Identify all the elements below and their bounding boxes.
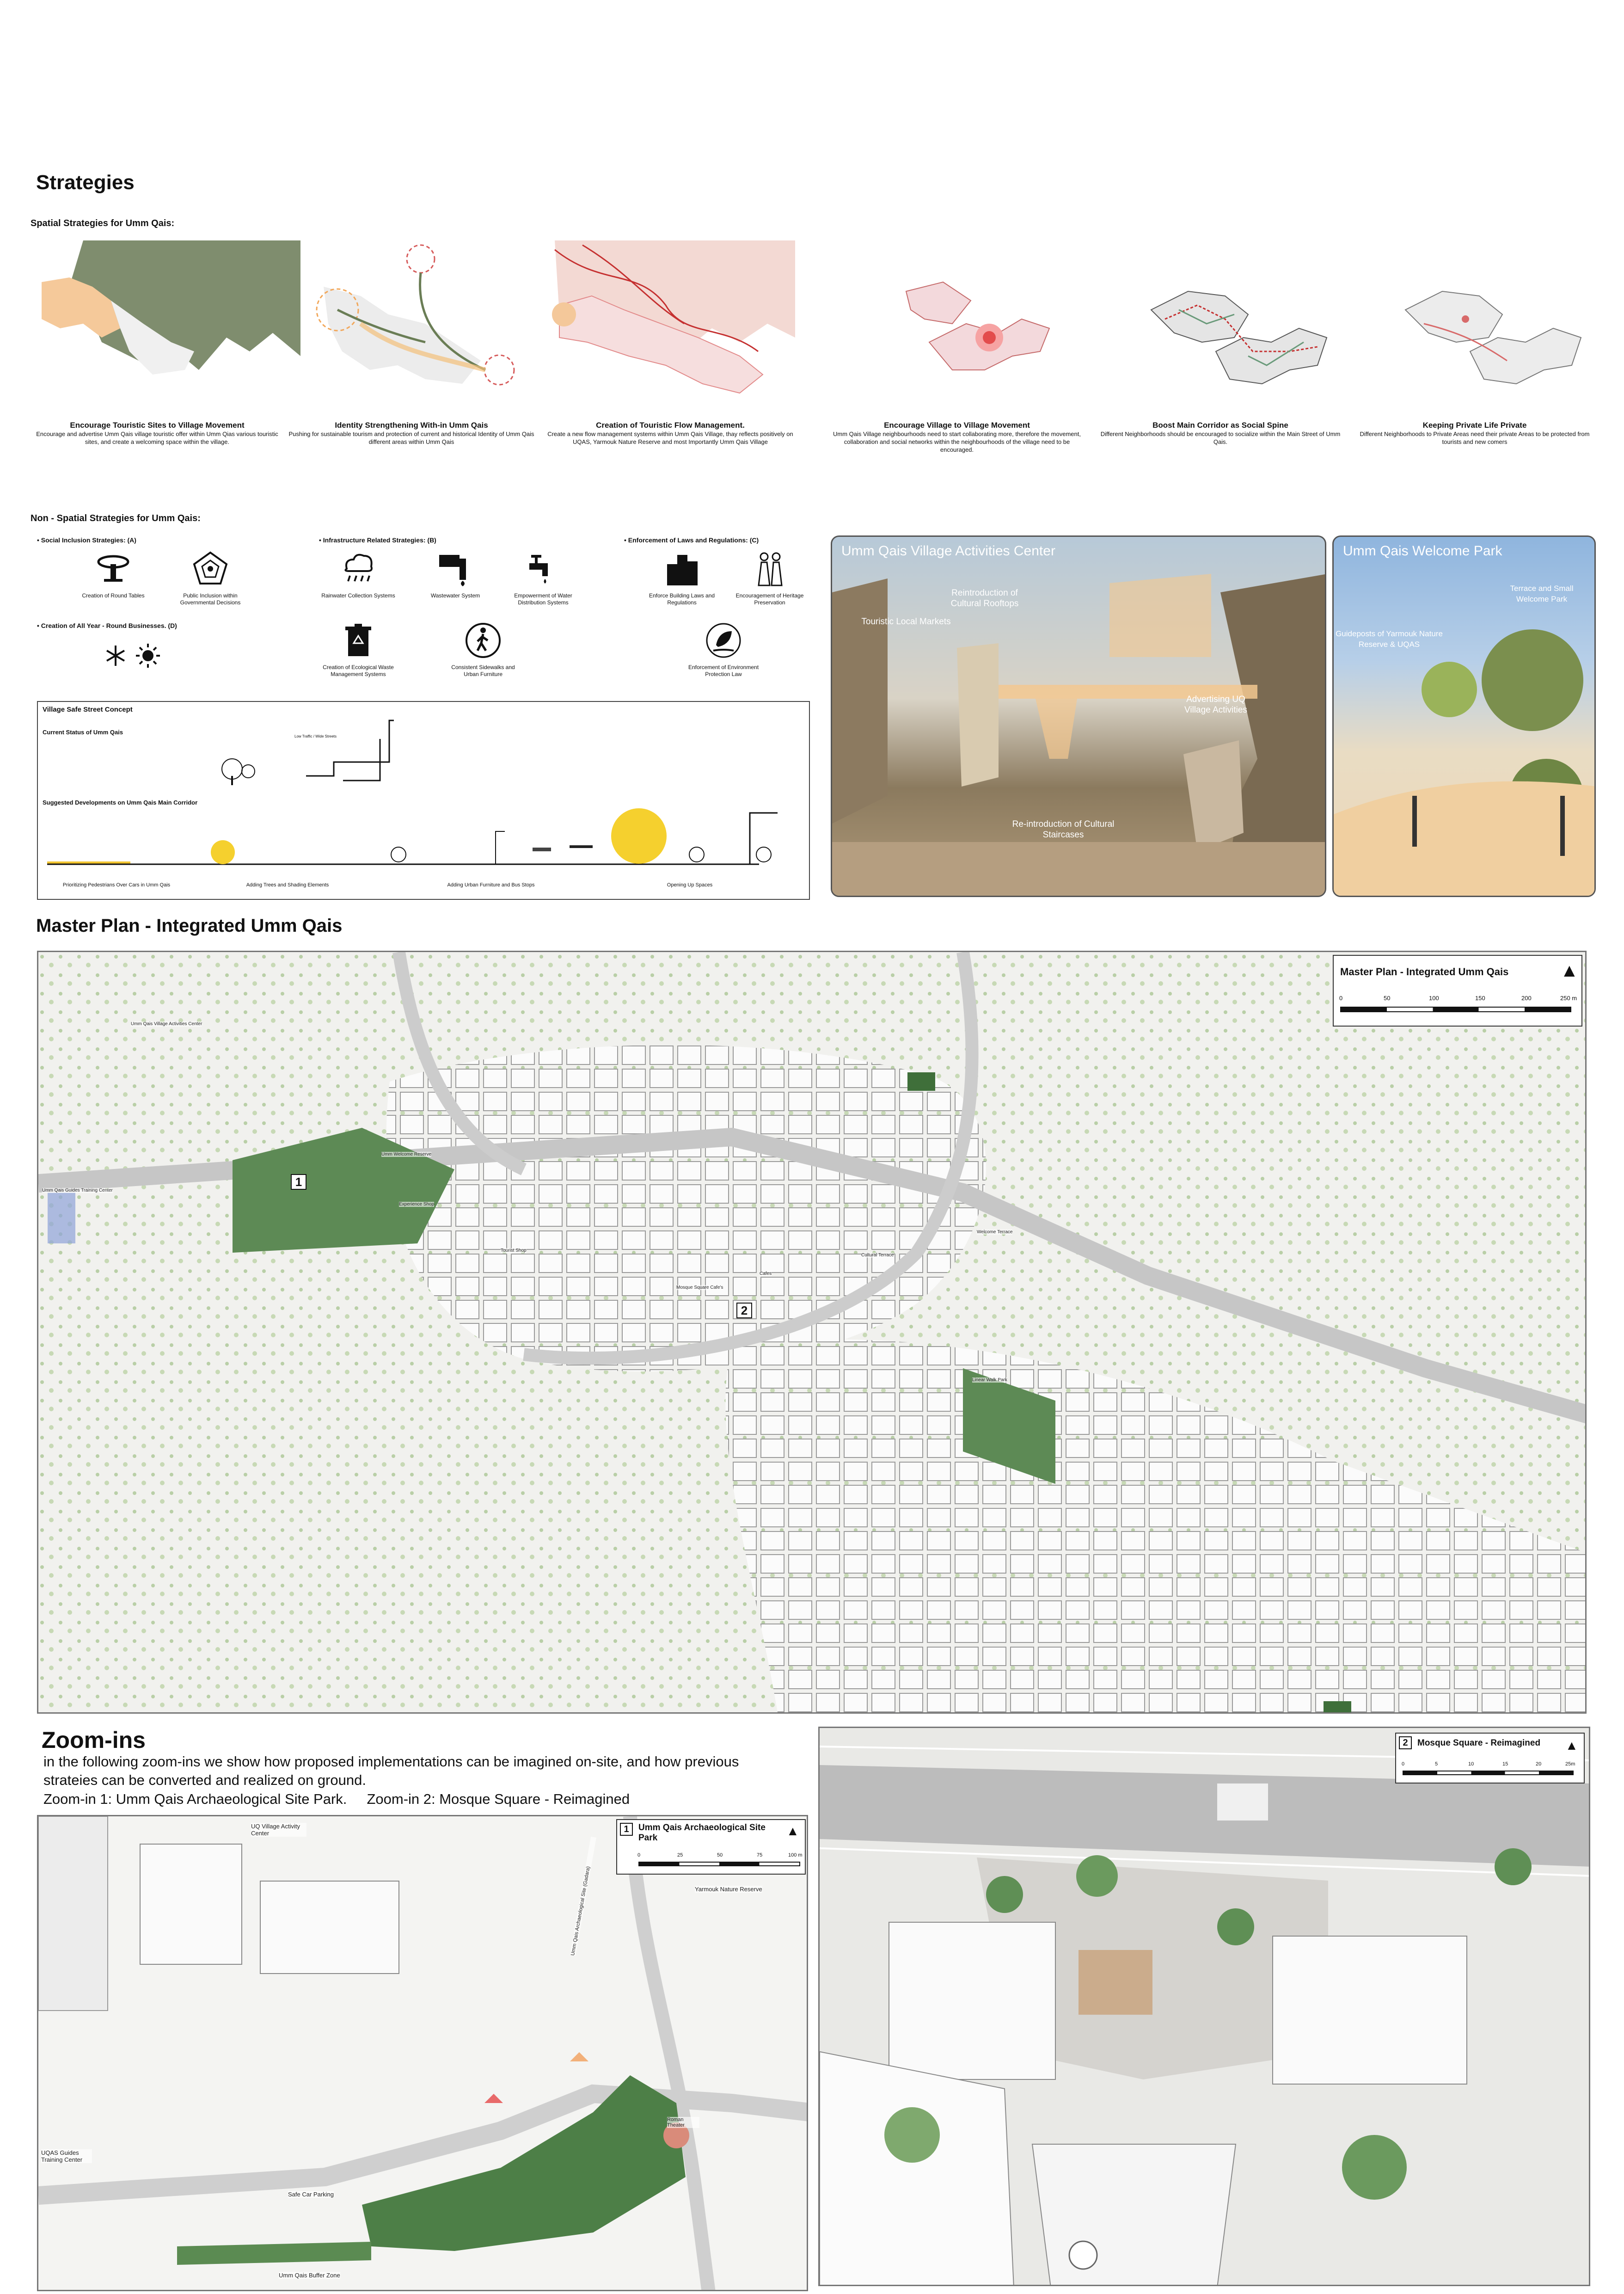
- map-label: Yarmouk Nature Reserve: [695, 1886, 762, 1893]
- rain-cloud-icon: [340, 550, 377, 587]
- pedestrian-icon: [465, 622, 502, 659]
- icon-label: Encouragement of Heritage Preservation: [735, 592, 804, 606]
- snowflake-icon: [102, 642, 166, 670]
- strategy-desc: Create a new flow management systems within Umm Qais Village, thay reflects positively on UQAS, Yarmouk Nature Reserve and most Importantly Umm Qais Village: [547, 431, 793, 445]
- scale-bar: [638, 1862, 800, 1866]
- scale-tick: 10: [1468, 1761, 1474, 1767]
- scale-tick: 25: [677, 1852, 683, 1858]
- street-step-2: Adding Trees and Shading Elements: [246, 882, 329, 888]
- master-plan-legend: [1333, 955, 1582, 1027]
- strategy-desc: Different Neighborhoods should be encouraged to socialize within the Main Street of Umm Qais.: [1100, 431, 1341, 445]
- north-arrow-icon: ▲: [1560, 960, 1579, 981]
- round-table-icon: [95, 550, 132, 587]
- street-current: Current Status of Umm Qais: [43, 729, 123, 736]
- strategy-diagram: [32, 231, 305, 421]
- strategy-diagram: [1350, 231, 1599, 421]
- strategy-title: Creation of Touristic Flow Management.: [596, 421, 745, 430]
- icon-label: Creation of Round Tables: [82, 592, 145, 599]
- map-label: Experience Shop: [399, 1202, 435, 1207]
- icon-rainwater: [319, 550, 398, 599]
- spatial-strategy-3: [545, 231, 795, 472]
- icon-label: Consistent Sidewalks and Urban Furniture: [451, 664, 515, 677]
- strategy-desc: Encourage and advertise Umm Qais village touristic offer within Umm Qias various touristic sites, and create a welcoming space within the village.: [36, 431, 278, 445]
- map-label: Umm Welcome Reserve: [381, 1152, 432, 1157]
- zoom-in-1-title: Umm Qais Archaeological Site Park: [638, 1823, 766, 1843]
- zoomins-list: Zoom-in 1: Umm Qais Archaeological Site Park. Zoom-in 2: Mosque Square - Reimagined: [43, 1791, 630, 1807]
- icon-public-inclusion: [171, 550, 250, 606]
- water-tap-icon: [525, 550, 562, 587]
- welcome-title: Umm Qais Welcome Park: [1343, 543, 1502, 559]
- scale-tick: 0: [1339, 995, 1343, 1002]
- spatial-strategy-1: [32, 231, 282, 472]
- map-label: UQAS Guides Training Center: [41, 2149, 92, 2163]
- all-year-icons: [102, 642, 166, 672]
- icon-waste-mgmt: [319, 622, 398, 678]
- annotation: Guideposts of Yarmouk Nature Reserve & UQAS: [1336, 629, 1443, 649]
- suggested-street-section: [38, 804, 811, 873]
- scale-tick: 75: [757, 1852, 763, 1858]
- scale-tick: 15: [1502, 1761, 1508, 1767]
- map-label: Umm Qais Buffer Zone: [279, 2272, 340, 2279]
- zoom-in-2-drawing: [820, 1728, 1590, 2286]
- annotation: Terrace and Small Welcome Park: [1510, 584, 1574, 603]
- spatial-strategy-6: [1350, 231, 1599, 472]
- icon-label: Creation of Ecological Waste Management Systems: [323, 664, 394, 677]
- strategy-diagram: [832, 231, 1082, 421]
- street-step-1: Prioritizing Pedestrians Over Cars in Umm Qais: [62, 882, 171, 888]
- wastewater-pipe-icon: [437, 550, 474, 587]
- strategy-title: Identity Strengthening With-in Umm Qais: [335, 421, 488, 430]
- current-street-section: [38, 711, 811, 785]
- map-label: Umm Qais Archaeological Site (Gadara): [570, 1837, 596, 1956]
- scale-tick: 5: [1435, 1761, 1438, 1767]
- map-label: Safe Car Parking: [288, 2191, 334, 2198]
- scale-bar: [1403, 1771, 1574, 1775]
- scale-tick: 150: [1475, 995, 1485, 1002]
- icon-env-law: [684, 622, 763, 678]
- strategies-title: Strategies: [36, 171, 135, 194]
- scale-bar: [1340, 1007, 1571, 1012]
- non-spatial-heading: Non - Spatial Strategies for Umm Qais:: [31, 513, 201, 523]
- map-label: UQ Village Activity Center: [251, 1823, 306, 1837]
- zoom-in-1-drawing: [38, 1816, 808, 2291]
- icon-wastewater: [416, 550, 495, 599]
- icon-label: Wastewater System: [430, 592, 480, 599]
- master-plan-drawing: [38, 952, 1587, 1714]
- strategy-title: Boost Main Corridor as Social Spine: [1152, 421, 1288, 430]
- pentagon-network-icon: [192, 550, 229, 587]
- map-label: Linear Walk Park: [972, 1378, 1007, 1383]
- north-arrow-icon: ▲: [1565, 1738, 1578, 1753]
- strategy-desc: Pushing for sustainable tourism and protection of current and historical Identity of Umm Qais different areas within Umm Qais: [288, 431, 534, 445]
- scale-tick: 25m: [1565, 1761, 1575, 1767]
- map-marker-2[interactable]: 2: [736, 1303, 752, 1318]
- trash-bin-icon: [340, 622, 377, 659]
- strategy-title: Encourage Village to Village Movement: [884, 421, 1030, 430]
- icon-sidewalks: [444, 622, 522, 678]
- sun-icon: [136, 644, 160, 668]
- map-marker-1[interactable]: 1: [291, 1174, 306, 1190]
- scale-tick: 100 m: [788, 1852, 803, 1858]
- zoom-in-2-legend: [1395, 1733, 1585, 1784]
- zoom-in-1-map: [37, 1815, 808, 2291]
- icon-label: Rainwater Collection Systems: [321, 592, 395, 599]
- annotation: Touristic Local Markets: [861, 617, 951, 627]
- group-allyear: • Creation of All Year - Round Businesses. (D): [37, 622, 177, 629]
- scale-tick: 50: [1384, 995, 1391, 1002]
- zoom-in-2-title: Mosque Square - Reimagined: [1417, 1738, 1541, 1748]
- scale-tick: 20: [1536, 1761, 1542, 1767]
- map-label: Welcome Terrace: [977, 1230, 1013, 1235]
- buildings-icon: [663, 550, 700, 587]
- legend-title: Master Plan - Integrated Umm Qais: [1340, 966, 1509, 978]
- spatial-heading: Spatial Strategies for Umm Qais:: [31, 218, 175, 228]
- strategy-diagram: [1096, 231, 1345, 421]
- icon-label: Enforcement of Environment Protection Law: [688, 664, 759, 677]
- icon-label: Empowerment of Water Distribution Systems: [514, 592, 572, 606]
- street-title: Village Safe Street Concept: [43, 706, 133, 713]
- scale-tick: 100: [1429, 995, 1439, 1002]
- annotation: Advertising UQ Village Activities: [1184, 695, 1247, 715]
- welcome-park-panel: [1332, 535, 1596, 897]
- zoom-in-2-map: [818, 1727, 1590, 2286]
- annotation: Reintroduction of Cultural Rooftops: [950, 588, 1019, 609]
- strategy-desc: Different Neighborhoods to Private Areas need their private Areas to be protected from tourists and new comers: [1360, 431, 1590, 445]
- street-current-note: Low Traffic / Wide Streets: [294, 734, 337, 738]
- street-concept-box: [37, 701, 810, 900]
- master-plan-heading: Master Plan - Integrated Umm Qais: [36, 916, 343, 936]
- spatial-strategy-5: [1096, 231, 1345, 472]
- annotation: Re-introduction of Cultural Staircases: [1012, 819, 1115, 840]
- activities-title: Umm Qais Village Activities Center: [841, 543, 1055, 559]
- icon-label: Public Inclusion within Governmental Decisions: [180, 592, 241, 606]
- street-suggested: Suggested Developments on Umm Qais Main Corridor: [43, 799, 198, 806]
- scale-tick: 0: [637, 1852, 641, 1858]
- spatial-strategy-2: [287, 231, 536, 472]
- map-label: Cafes: [760, 1271, 772, 1276]
- scale-tick: 200: [1521, 995, 1532, 1002]
- scale-tick: 0: [1402, 1761, 1405, 1767]
- zoom-in-2-number: 2: [1399, 1736, 1412, 1749]
- zoomins-intro: in the following zoom-ins we show how proposed implementations can be imagined on-site, and how previous strateies can be converted and realized on ground.: [43, 1753, 739, 1788]
- group-laws: • Enforcement of Laws and Regulations: (C): [624, 536, 759, 544]
- zoomins-title: Zoom-ins: [42, 1727, 146, 1753]
- map-label: Cultural Terrace: [861, 1253, 894, 1258]
- group-infra: • Infrastructure Related Strategies: (B): [319, 536, 436, 544]
- heritage-figures-icon: [751, 550, 788, 587]
- strategy-desc: Umm Qais Village neighbourhoods need to start collaborating more, therefore the movement, collaboration and social networks within the neighbourhoods of the village need to be encouraged.: [833, 431, 1081, 453]
- map-label: Umm Qais Guides Training Center: [42, 1188, 113, 1193]
- scale-tick: 250 m: [1560, 995, 1577, 1002]
- activities-center-panel: [831, 535, 1326, 897]
- icon-round-tables: [74, 550, 153, 599]
- group-social: • Social Inclusion Strategies: (A): [37, 536, 136, 544]
- spatial-strategy-4: [832, 231, 1082, 472]
- icon-heritage: [730, 550, 809, 606]
- strategy-diagram: [287, 231, 536, 421]
- north-arrow-icon: ▲: [786, 1824, 799, 1838]
- icon-label: Enforce Building Laws and Regulations: [649, 592, 715, 606]
- map-label: Tourist Shop: [501, 1248, 527, 1253]
- master-plan-map: [37, 951, 1587, 1714]
- zoom-in-1-legend: [616, 1819, 806, 1875]
- map-label: Roman Theater: [667, 2117, 699, 2128]
- leaf-hand-icon: [705, 622, 742, 659]
- icon-water-dist: [504, 550, 582, 606]
- scale-tick: 50: [717, 1852, 723, 1858]
- icon-building-laws: [643, 550, 721, 606]
- map-label: Umm Qais Village Activities Center: [131, 1021, 202, 1027]
- strategy-title: Encourage Touristic Sites to Village Movement: [70, 421, 245, 430]
- map-label: Mosque Square Cafe's: [676, 1285, 723, 1290]
- activities-scene: [832, 537, 1326, 897]
- street-step-3: Adding Urban Furniture and Bus Stops: [447, 882, 535, 888]
- strategy-title: Keeping Private Life Private: [1422, 421, 1527, 430]
- strategy-diagram: [545, 231, 804, 421]
- zoom-in-1-number: 1: [620, 1823, 633, 1836]
- street-step-4: Opening Up Spaces: [667, 882, 713, 888]
